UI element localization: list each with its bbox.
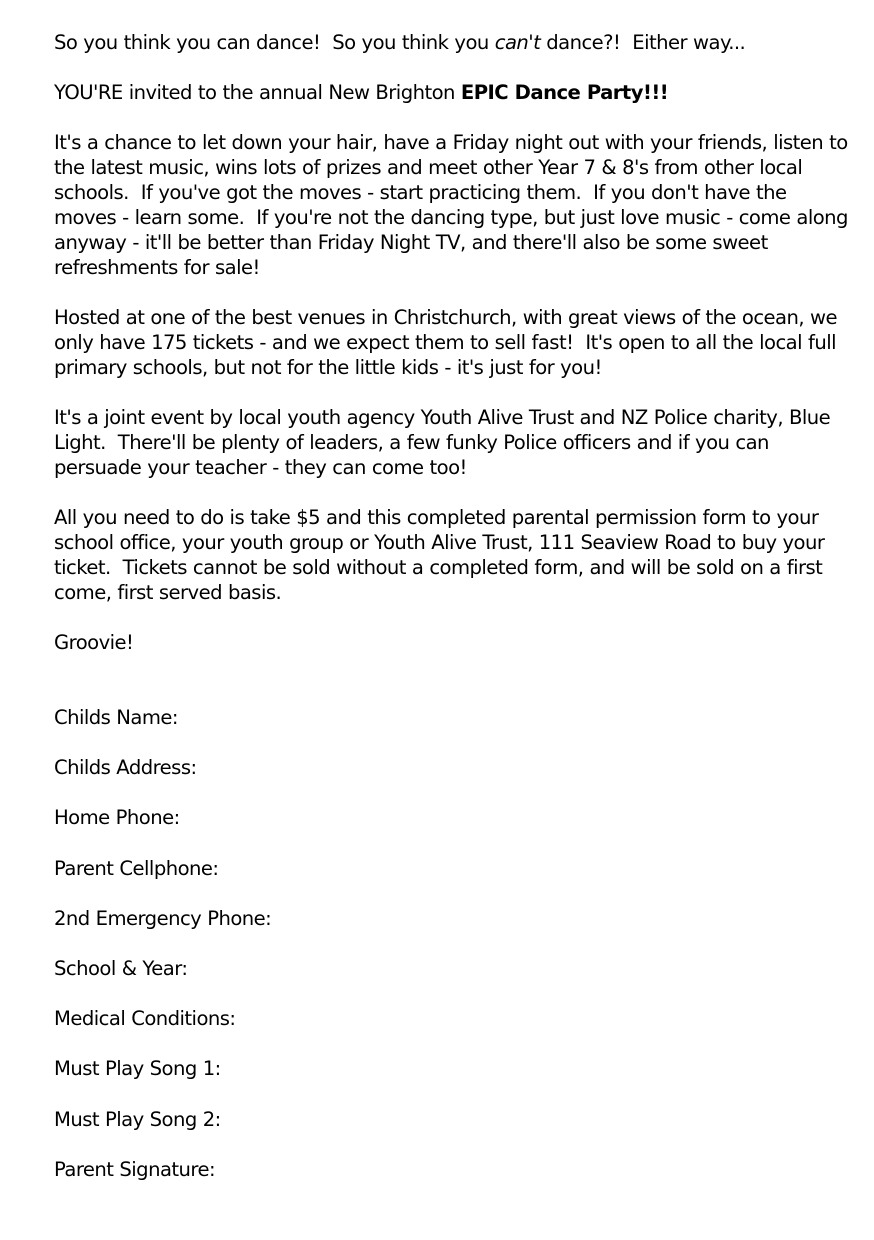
- permission-form: [54, 705, 854, 1182]
- invite-line: [54, 80, 854, 105]
- paragraph-tickets: [54, 505, 854, 605]
- paragraph-line: It's a chance to let down your hair, have a Friday night out with your friends, listen to: [54, 131, 848, 154]
- signoff: Groovie!: [54, 631, 134, 654]
- field-child-name[interactable]: Childs Name:: [54, 706, 178, 729]
- event-name: EPIC Dance Party!!!: [460, 81, 669, 104]
- paragraph-line: primary schools, but not for the little kids - it's just for you!: [54, 356, 602, 379]
- paragraph-line: only have 175 tickets - and we expect them to sell fast! It's open to all the local full: [54, 331, 837, 354]
- paragraph-line: Hosted at one of the best venues in Christchurch, with great views of the ocean, we: [54, 306, 838, 329]
- paragraph-line: the latest music, wins lots of prizes and meet other Year 7 & 8's from other local: [54, 156, 803, 179]
- field-medical-conditions[interactable]: Medical Conditions:: [54, 1007, 236, 1031]
- paragraph-about: [54, 130, 854, 280]
- paragraph-line: refreshments for sale!: [54, 256, 260, 279]
- paragraph-line: moves - learn some. If you're not the dancing type, but just love music - come along: [54, 206, 848, 229]
- paragraph-line: Light. There'll be plenty of leaders, a few funky Police officers and if you can: [54, 431, 769, 454]
- field-child-address[interactable]: Childs Address:: [54, 756, 197, 780]
- field-home-phone[interactable]: Home Phone:: [54, 806, 180, 830]
- invite-text: YOU'RE invited to the annual New Brighton: [54, 81, 461, 104]
- paragraph-line: All you need to do is take $5 and this completed parental permission form to your: [54, 506, 819, 529]
- intro-text-italic: can't: [494, 31, 541, 54]
- field-emergency-phone[interactable]: 2nd Emergency Phone:: [54, 906, 272, 930]
- paragraph-line: persuade your teacher - they can come too!: [54, 456, 467, 479]
- intro-text-1: So you think you can dance! So you think you: [54, 31, 495, 54]
- paragraph-line: ticket. Tickets cannot be sold without a completed form, and will be sold on a first: [54, 556, 823, 579]
- paragraph-line: come, first served basis.: [54, 581, 282, 604]
- field-song-2[interactable]: Must Play Song 2:: [54, 1107, 221, 1131]
- paragraph-line: anyway - it'll be better than Friday Night TV, and there'll also be some sweet: [54, 231, 768, 254]
- field-parent-signature[interactable]: Parent Signature:: [54, 1157, 216, 1181]
- paragraph-line: It's a joint event by local youth agency Youth Alive Trust and NZ Police charity, Blue: [54, 406, 831, 429]
- paragraph-hosts: [54, 405, 854, 480]
- field-parent-cellphone[interactable]: Parent Cellphone:: [54, 856, 219, 880]
- paragraph-line: schools. If you've got the moves - start practicing them. If you don't have the: [54, 181, 787, 204]
- intro-line: [54, 30, 854, 55]
- intro-text-3: dance?! Either way...: [540, 31, 746, 54]
- field-song-1[interactable]: Must Play Song 1:: [54, 1057, 221, 1081]
- field-school-year[interactable]: School & Year:: [54, 956, 188, 980]
- paragraph-line: school office, your youth group or Youth Alive Trust, 111 Seaview Road to buy your: [54, 531, 825, 554]
- paragraph-venue: [54, 305, 854, 380]
- flyer-body: [54, 30, 854, 1207]
